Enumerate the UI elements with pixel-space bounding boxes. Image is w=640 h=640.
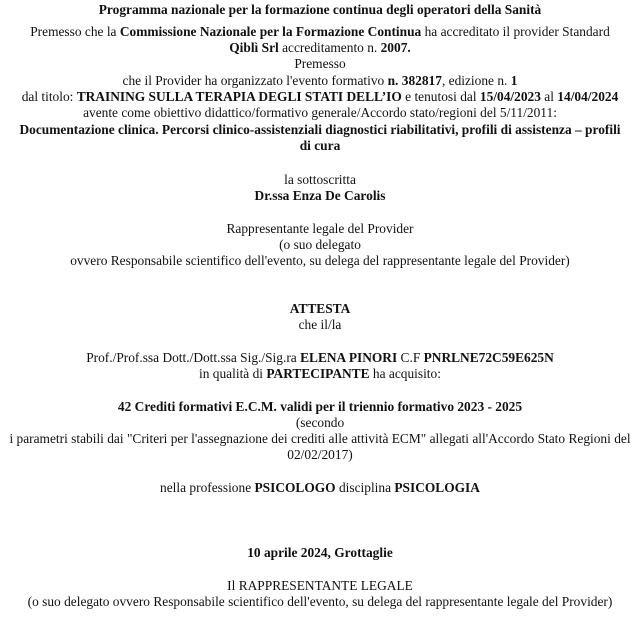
text: che il Provider ha organizzato l'evento formativo	[122, 73, 388, 88]
criteria-line-3: 02/02/2017)	[287, 447, 353, 462]
discipline: PSICOLOGIA	[394, 480, 480, 495]
text: in qualità di	[199, 366, 267, 381]
criteria-line-1: (secondo	[295, 415, 345, 430]
provider-name: Qiblì Srl	[229, 40, 279, 55]
text: , edizione n.	[441, 73, 511, 88]
profession: PSICOLOGO	[254, 480, 336, 495]
signer-title: Il RAPPRESENTANTE LEGALE	[227, 578, 413, 593]
event-line	[0, 73, 640, 89]
signatory-role-3: ovvero Responsabile scientifico dell'evento, su delega del rappresentante legale del Provider)	[70, 253, 570, 268]
profession-line	[0, 480, 640, 496]
date-place-text: 10 aprile 2024, Grottaglie	[247, 545, 393, 560]
text: Premesso che la	[30, 24, 120, 39]
credits-text: 42 Crediti formativi E.C.M. validi per il triennio formativo 2023 - 2025	[117, 399, 523, 414]
objective-text: Documentazione clinica. Percorsi clinico-assistenziali diagnostici riabilitativi, profili di assistenza – profili	[19, 122, 621, 137]
objective-line-2	[0, 138, 640, 154]
attesta-text: ATTESTA	[289, 301, 351, 316]
criteria-line-2: i parametri stabili dai "Criteri per l'assegnazione dei crediti alle attività ECM" allegati all'Accordo Stato Regioni del	[9, 431, 631, 446]
participant-role: PARTECIPANTE	[266, 366, 370, 381]
signatory-role-1: Rappresentante legale del Provider	[226, 221, 414, 236]
fiscal-code: PNRLNE72C59E625N	[423, 350, 554, 365]
objective-text: di cura	[299, 138, 341, 153]
signatory-name	[0, 188, 640, 204]
participant-name: ELENA PINORI	[300, 350, 398, 365]
provider-line	[0, 40, 640, 56]
signatory-name-text: Dr.ssa Enza De Carolis	[254, 188, 386, 203]
objective-intro: avente come obiettivo didattico/formativo generale/Accordo stato/regioni del 5/11/2011:	[83, 105, 557, 120]
text: ha acquisito:	[369, 366, 441, 381]
date-to: 14/04/2024	[557, 89, 619, 104]
commission-name: Commissione Nazionale per la Formazione Continua	[119, 24, 422, 39]
text: disciplina	[335, 480, 395, 495]
text: e tenutosi dal	[401, 89, 480, 104]
edition-number: 1	[510, 73, 518, 88]
program-title	[0, 2, 640, 18]
date-from: 15/04/2023	[479, 89, 541, 104]
signatory-role-2: (o suo delegato	[279, 237, 361, 252]
premise-commission	[0, 24, 640, 40]
text: ha accreditato il provider Standard	[421, 24, 610, 39]
text: dal titolo:	[21, 89, 77, 104]
premesso-label: Premesso	[294, 56, 346, 71]
credits-line	[0, 399, 640, 415]
objective-line-1	[0, 122, 640, 138]
event-title: TRAINING SULLA TERAPIA DEGLI STATI DELL’IO	[76, 89, 402, 104]
text: al	[540, 89, 558, 104]
signer-note: (o suo delegato ovvero Responsabile scientifico dell'evento, su delega del rappresentante legale del Provider)	[27, 594, 613, 609]
text: Prof./Prof.ssa Dott./Dott.ssa Sig./Sig.ra	[86, 350, 301, 365]
signatory-label: la sottoscritta	[284, 172, 356, 187]
date-place	[0, 545, 640, 561]
event-title-line	[0, 89, 640, 105]
accreditation-number: 2007.	[380, 40, 411, 55]
program-title-text: Programma nazionale per la formazione continua degli operatori della Sanità	[98, 2, 542, 17]
text: nella professione	[160, 480, 255, 495]
event-number: n. 382817	[387, 73, 442, 88]
attesta-heading	[0, 301, 640, 317]
attesta-sub: che il/la	[298, 317, 342, 332]
text: C.F	[397, 350, 424, 365]
text: accreditamento n.	[278, 40, 381, 55]
role-line	[0, 366, 640, 382]
participant-line	[0, 350, 640, 366]
